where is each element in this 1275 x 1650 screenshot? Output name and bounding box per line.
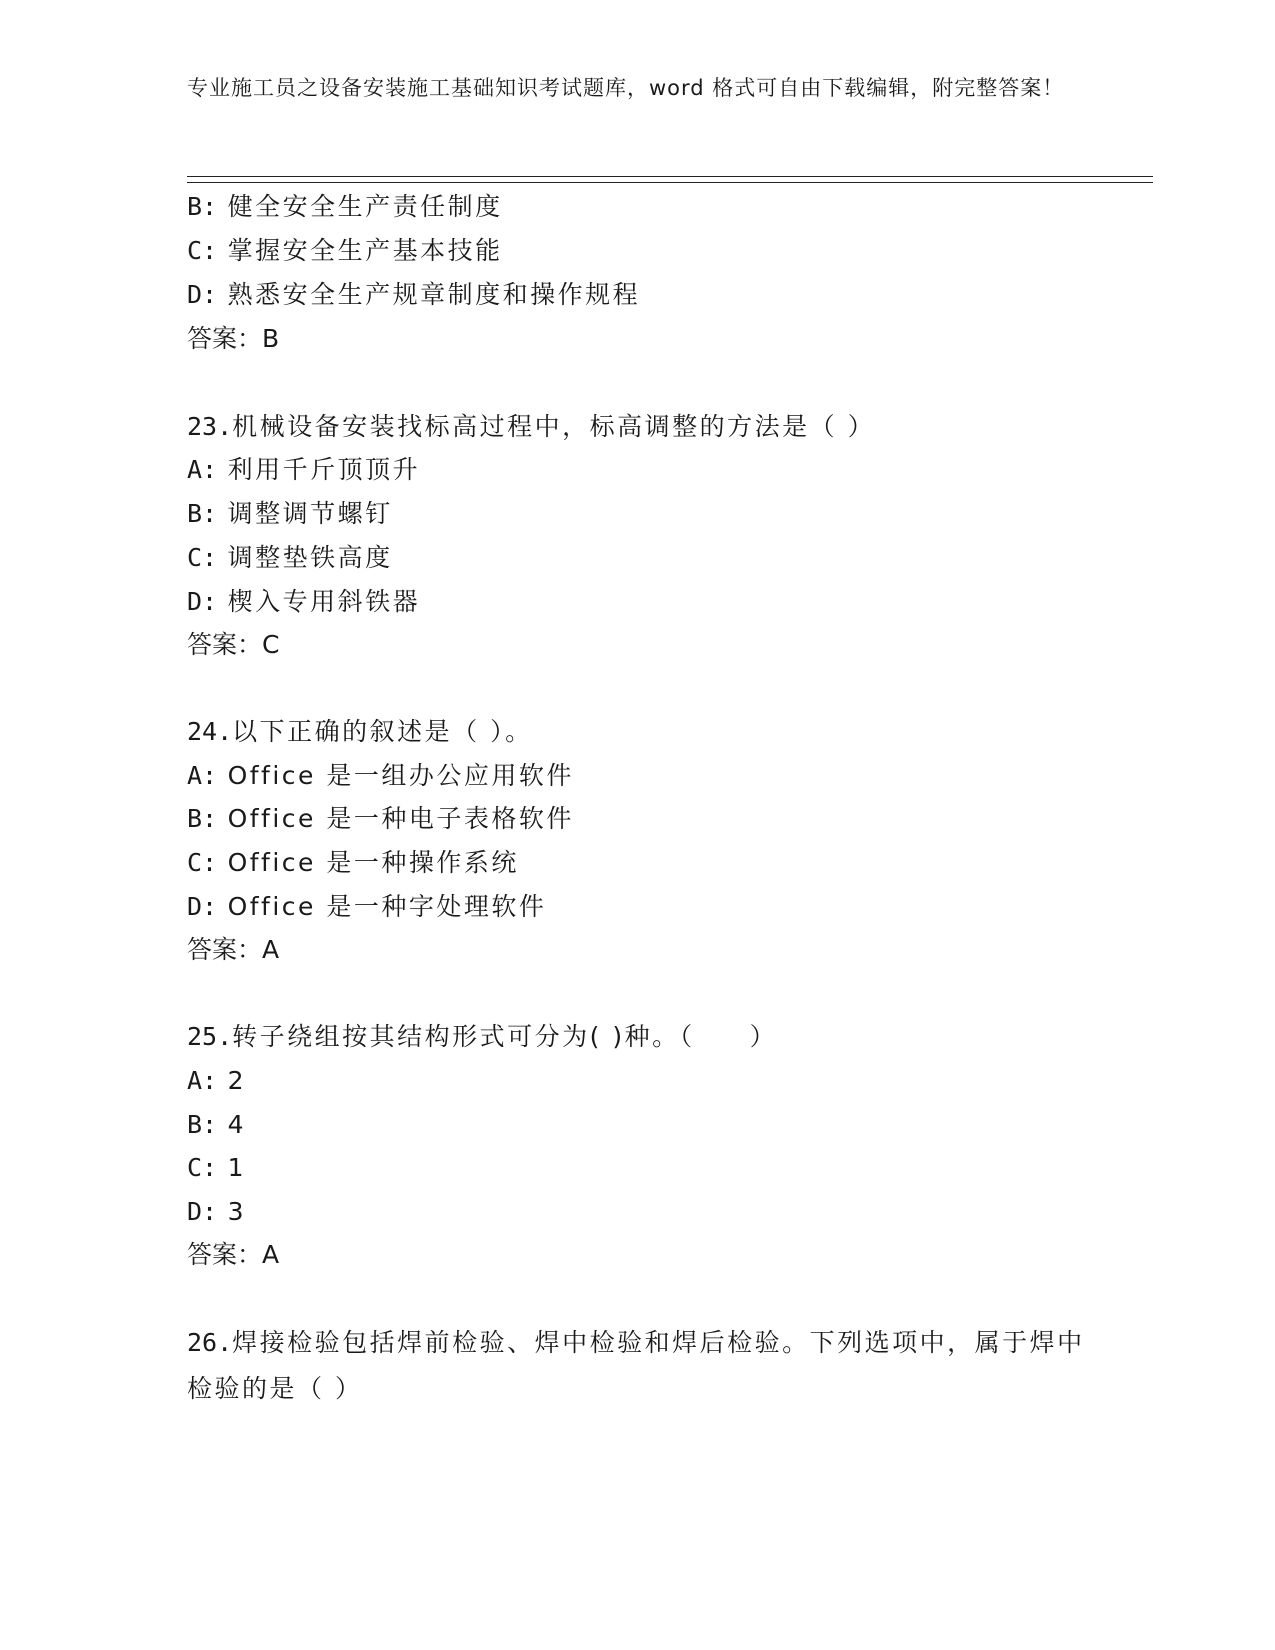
option-text: 楔入专用斜铁器 <box>227 587 421 616</box>
option-label: A: <box>187 761 218 790</box>
header-divider-bottom <box>187 182 1153 183</box>
question-line <box>187 410 875 444</box>
option-line <box>187 846 519 880</box>
option-text: 调整垫铁高度 <box>227 543 393 572</box>
option-text: 掌握安全生产基本技能 <box>227 236 503 265</box>
option-label: C: <box>187 543 218 572</box>
option-text: Office 是一种字处理软件 <box>227 892 547 921</box>
option-label: B: <box>187 1110 218 1139</box>
answer-line: 答案：C <box>187 630 280 659</box>
option-line <box>187 234 503 268</box>
option-label: A: <box>187 455 218 484</box>
option-line <box>187 890 546 924</box>
option-label: B: <box>187 804 218 833</box>
option-label: A: <box>187 1066 218 1095</box>
option-line <box>187 759 574 793</box>
option-line <box>187 453 420 487</box>
option-label: D: <box>187 280 218 309</box>
question-text: 转子绕组按其结构形式可分为( )种。（ ） <box>232 1022 778 1051</box>
option-line <box>187 1195 246 1229</box>
question-line <box>187 715 533 749</box>
question-text: 机械设备安装找标高过程中，标高调整的方法是（ ） <box>232 412 876 441</box>
option-line <box>187 190 503 224</box>
option-line <box>187 585 420 619</box>
option-line <box>187 541 393 575</box>
option-line <box>187 278 640 312</box>
question-line <box>187 1320 1087 1412</box>
option-text: 熟悉安全生产规章制度和操作规程 <box>227 280 641 309</box>
question-number: 25. <box>187 1022 233 1051</box>
option-label: B: <box>187 499 218 528</box>
option-text: Office 是一种操作系统 <box>227 848 519 877</box>
answer-line: 答案：A <box>187 1240 280 1269</box>
option-label: D: <box>187 892 218 921</box>
option-text: 调整调节螺钉 <box>227 499 393 528</box>
answer-line: 答案：B <box>187 324 280 353</box>
question-number: 24. <box>187 717 233 746</box>
question-text: 以下正确的叙述是（ ）。 <box>232 717 533 746</box>
question-number: 26. <box>187 1328 233 1357</box>
answer-line: 答案：A <box>187 935 280 964</box>
option-text: 2 <box>227 1066 246 1095</box>
option-text: Office 是一组办公应用软件 <box>227 761 574 790</box>
option-line <box>187 1108 246 1142</box>
option-label: D: <box>187 587 218 616</box>
option-text: 3 <box>227 1197 246 1226</box>
option-line <box>187 1064 246 1098</box>
option-text: 4 <box>227 1110 246 1139</box>
option-label: C: <box>187 236 218 265</box>
option-label: C: <box>187 848 218 877</box>
option-text: 利用千斤顶顶升 <box>227 455 421 484</box>
option-label: C: <box>187 1153 218 1182</box>
question-number: 23. <box>187 412 233 441</box>
option-line <box>187 497 393 531</box>
document-header: 专业施工员之设备安装施工基础知识考试题库，word 格式可自由下载编辑，附完整答案！ <box>187 76 1065 100</box>
option-line <box>187 802 574 836</box>
question-line <box>187 1020 777 1054</box>
question-text: 焊接检验包括焊前检验、焊中检验和焊后检验。下列选项中，属于焊中检验的是（ ） <box>187 1328 1085 1403</box>
option-text: Office 是一种电子表格软件 <box>227 804 574 833</box>
option-label: B: <box>187 192 218 221</box>
option-line <box>187 1151 246 1185</box>
option-label: D: <box>187 1197 218 1226</box>
header-divider-top <box>187 176 1153 177</box>
option-text: 健全安全生产责任制度 <box>227 192 503 221</box>
option-text: 1 <box>227 1153 246 1182</box>
